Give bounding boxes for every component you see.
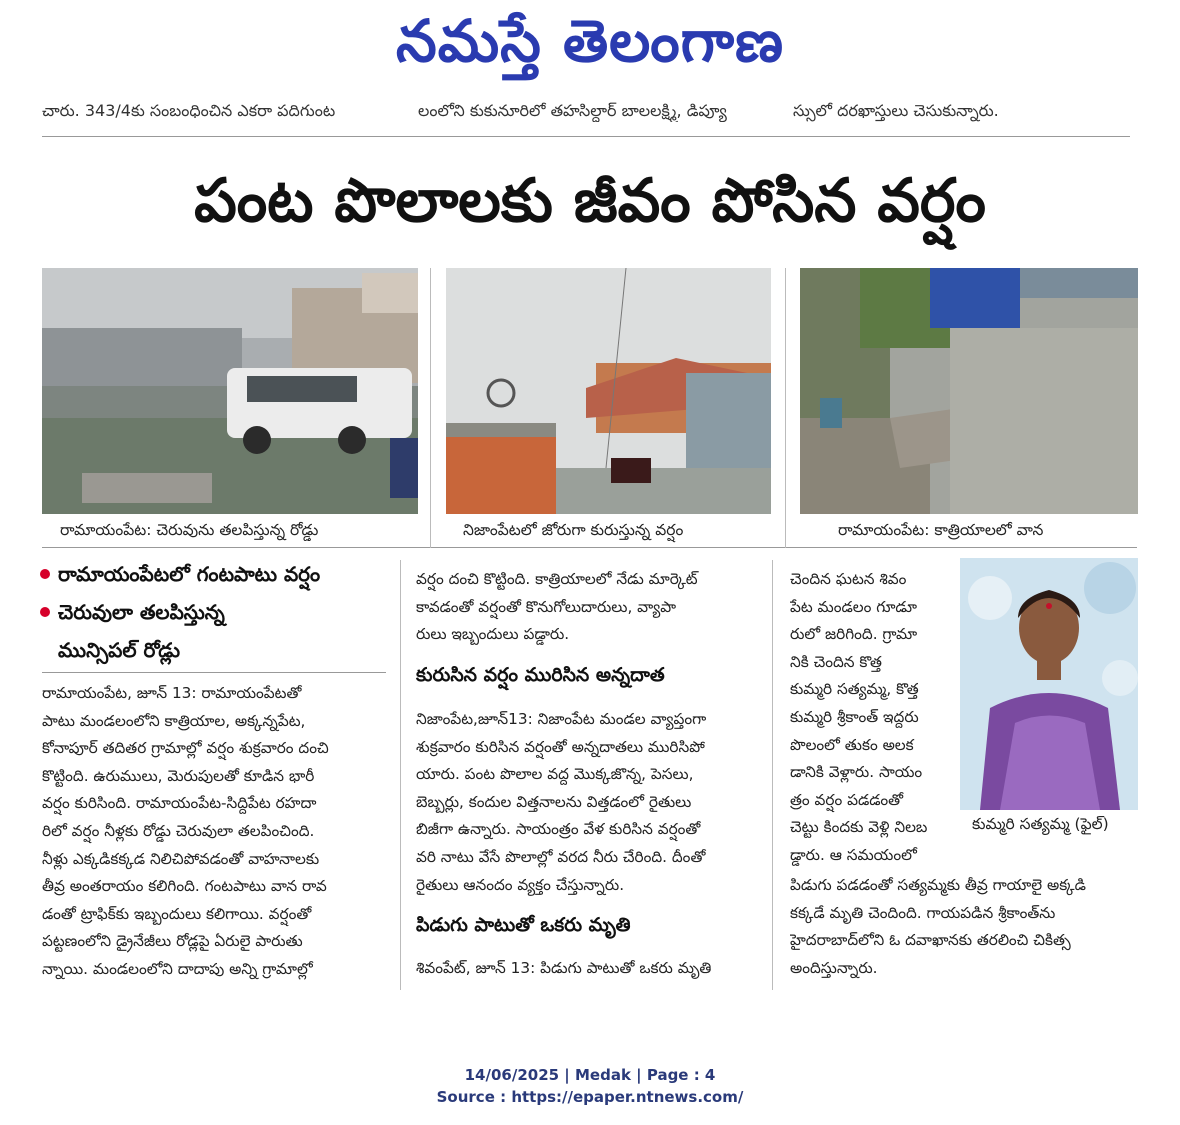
body-line: రైతులు ఆనందం వ్యక్తం చేస్తున్నారు.	[416, 875, 625, 894]
body-line: డానికి వెళ్లారు. సాయం	[790, 763, 923, 782]
bullet-dot-icon	[40, 569, 50, 579]
body-line: వరి నాటు వేసే పొలాల్లో వరద నీరు చేరింది. దీంతో	[416, 847, 706, 866]
body-line: డ్డారు. ఆ సమయంలో	[790, 845, 917, 864]
top-strip-text-1: చారు. 343/4కు సంబంధించిన ఎకరా పదిగుంట	[42, 101, 336, 120]
top-strip-text-3: స్సులో దరఖాస్తులు చెసుకున్నారు.	[793, 101, 999, 120]
bullet-text-1: రామాయంపేటలో గంటపాటు వర్షం	[58, 562, 321, 586]
top-rule	[42, 136, 1130, 137]
body-line: నికి చెందిన కొత్త	[790, 652, 882, 671]
body-line: శివంపేట్, జూన్ 13: పిడుగు పాటుతో ఒకరు మృతి	[416, 959, 712, 977]
portrait-photo	[960, 558, 1138, 810]
body-line: యారు. పంట పొలాల వద్ద మొక్కజొన్న, పెసలు,	[416, 765, 694, 784]
footer-date-edition: 14/06/2025 | Medak | Page : 4	[464, 1066, 716, 1084]
photo-divider-1	[430, 268, 431, 548]
body-line: పిడుగు పడడంతో సత్యమ్మకు తీవ్ర గాయాలై అక్కడి	[790, 876, 1086, 894]
body-line: అందిస్తున్నారు.	[790, 958, 878, 977]
bullet-item-2	[40, 598, 225, 626]
column-3-bottom	[790, 872, 1138, 982]
body-line: రిలో వర్షం నీళ్లకు రోడ్డు చెరువులా తలపించింది.	[42, 821, 315, 840]
body-line: పేట మండలం గూడూ	[790, 597, 917, 616]
caption-rule	[42, 547, 1137, 548]
footer-source-link[interactable]: Source : https://epaper.ntnews.com/	[436, 1088, 744, 1106]
bullet-text-2: చెరువులా తలపిస్తున్న	[58, 600, 225, 624]
portrait-caption: కుమ్మరి సత్యమ్మ (ఫైల్)	[972, 815, 1109, 833]
bullet-dot-icon	[40, 607, 50, 617]
column-1-body	[42, 680, 388, 984]
photo-rain-village	[446, 268, 771, 514]
subheading-farmers-rejoice: కురుసిన వర్షం మురిసిన అన్నదాత	[416, 664, 665, 686]
body-line: నిజాంపేట,జూన్13: నిజాంపేట మండల వ్యాప్తంగా	[416, 710, 707, 728]
body-line: కుమ్మరి శ్రీకాంత్ ఇద్దరు	[790, 707, 919, 726]
body-line: రులో జరిగింది. గ్రామా	[790, 625, 918, 644]
body-line: తీవ్ర అంతరాయం కలిగింది. గంటపాటు వాన రావ	[42, 877, 327, 896]
body-line: నీళ్లు ఎక్కడికక్కడ నిలిచిపోవడంతో వాహనాలకు	[42, 849, 320, 868]
photo-flooded-road	[42, 268, 418, 514]
body-line: కుమ్మరి సత్యమ్మ, కొత్త	[790, 680, 919, 699]
body-line: రులు ఇబ్బందులు పడ్డారు.	[416, 625, 570, 644]
body-line: వర్షం కురిసింది. రామాయంపేట-సిద్దిపేట రహదా	[42, 794, 317, 813]
caption-photo-3: రామాయంపేట: కాత్రియాలలో వాన	[838, 521, 1044, 539]
body-line: హైదరాబాద్‌లోని ఓ దవాఖానకు తరలించి చికిత్స	[790, 931, 1071, 950]
body-line: బెబ్బర్లు, కందుల విత్తనాలను విత్తడంలో రైతులు	[416, 792, 692, 811]
column-3-top	[790, 566, 954, 870]
body-line: కొట్టింది. ఉరుములు, మెరుపులతో కూడిన భారీ	[42, 766, 315, 785]
body-line: బిజీగా ఉన్నారు. సాయంత్రం వేళ కురిసిన వర్షంతో	[416, 820, 701, 839]
body-line: కోనాపూర్ తదితర గ్రామాల్లో వర్షం శుక్రవారం దంచి	[42, 739, 329, 758]
masthead-logo: నమస్తే తెలంగాణ	[396, 7, 784, 75]
body-line: కావడంతో వర్షంతో కొనుగోలుదారులు, వ్యాపా	[416, 597, 676, 616]
bullet-rule	[42, 672, 386, 673]
body-line: డంతో ట్రాఫిక్‌కు ఇబ్బందులు కలిగాయి. వర్షంతో	[42, 904, 312, 923]
column-divider-2	[772, 560, 773, 990]
body-line: పొలంలో తుకం అలక	[790, 735, 914, 754]
subheading-lightning-death: పిడుగు పాటుతో ఒకరు మృతి	[416, 914, 631, 936]
bullet-item-1	[40, 560, 320, 588]
body-line: చెందిన ఘటన శివం	[790, 570, 907, 588]
body-line: చెట్టు కిందకు వెళ్లి నిలబ	[790, 818, 928, 837]
body-line: న్నాయి. మండలంలోని దాదాపు అన్ని గ్రామాల్లో	[42, 959, 313, 978]
body-line: శుక్రవారం కురిసిన వర్షంతో అన్నదాతలు మురిసిపో	[416, 737, 705, 756]
column-2-intro	[416, 566, 762, 649]
column-divider-1	[400, 560, 401, 990]
caption-photo-1: రామాయంపేట: చెరువును తలపిస్తున్న రోడ్డు	[60, 521, 319, 539]
bullet-text-3: మున్సిపల్ రోడ్లు	[58, 638, 180, 662]
body-line: పట్టణంలోని డ్రైనేజీలు రోడ్లపై ఏరులై పారుతు	[42, 932, 303, 951]
top-strip-text-2: లంలోని కుకునూరిలో తహసిల్దార్ బాలలక్ష్మి, డిప్యూ	[418, 101, 727, 120]
body-line: పాటు మండలంలోని కాత్రియాల, అక్కన్నపేట,	[42, 711, 306, 730]
headline: పంట పొలాలకు జీవం పోసిన వర్షం	[194, 166, 986, 236]
column-2-body-1	[416, 706, 762, 899]
body-line: కక్కడే మృతి చెందింది. గాయపడిన శ్రీకాంత్‌ను	[790, 903, 1056, 922]
body-line: త్రం వర్షం పడడంతో	[790, 790, 904, 809]
column-2-body-2	[416, 955, 762, 983]
photo-divider-2	[785, 268, 786, 548]
caption-photo-2: నిజాంపేటలో జోరుగా కురుస్తున్న వర్షం	[463, 521, 684, 539]
body-line: వర్షం దంచి కొట్టింది. కాత్రియాలలో నేడు మార్కెట్	[416, 570, 698, 588]
photo-kathriyal-rain	[800, 268, 1138, 514]
body-line: రామాయంపేట, జూన్ 13: రామాయంపేటతో	[42, 684, 302, 702]
